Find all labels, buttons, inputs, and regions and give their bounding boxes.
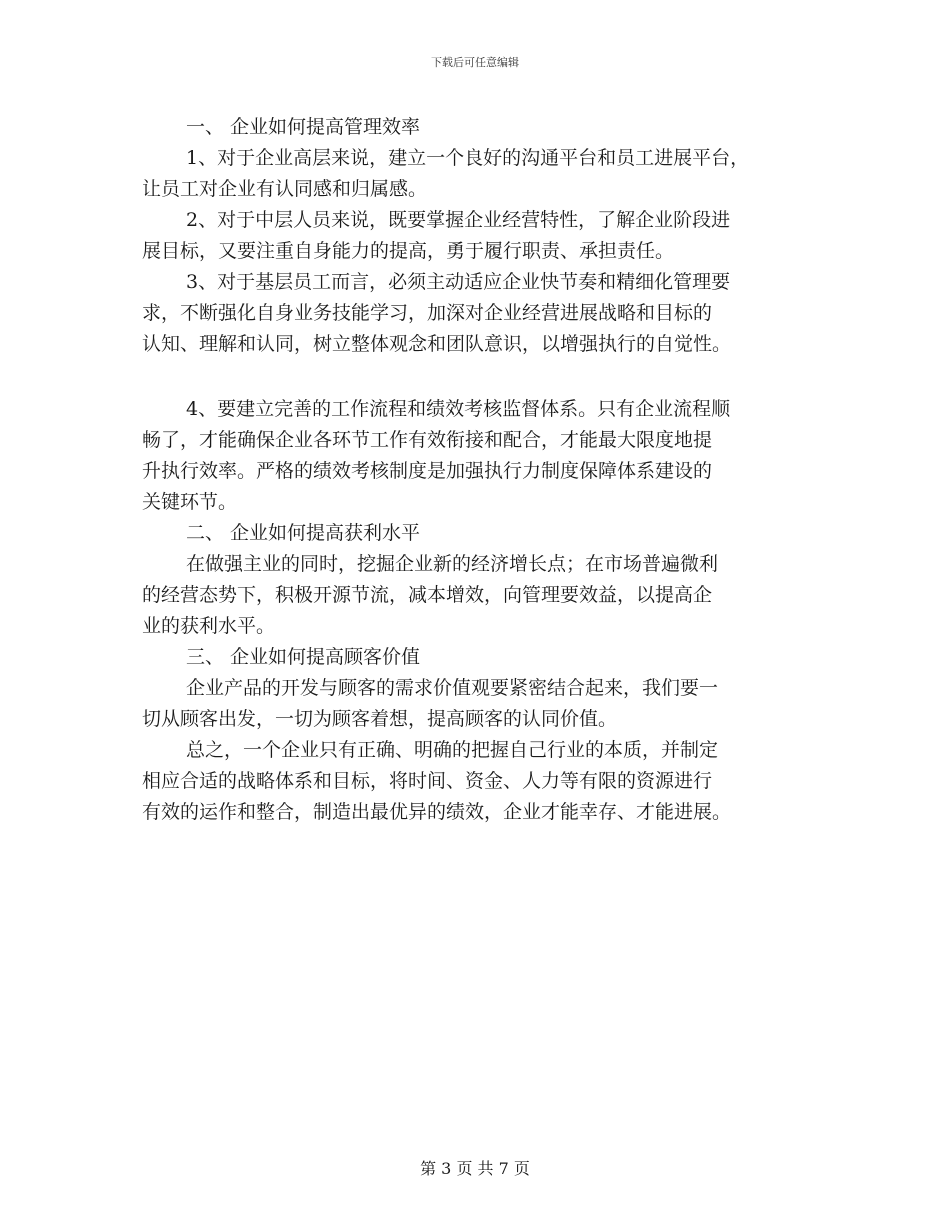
section-heading-1: 一、 企业如何提高管理效率 [186,116,421,138]
document-body [142,112,822,828]
paragraph-line: 2、对于中层人员来说，既要掌握企业经营特性，了解企业阶段进 [186,209,731,231]
page-header: 下载后可任意编辑 [431,56,519,69]
paragraph-line: 让员工对企业有认同感和归属感。 [142,178,428,200]
paragraph-line: 关键环节。 [142,491,238,513]
paragraph-line: 求，不断强化自身业务技能学习，加深对企业经营进展战略和目标的 [142,302,713,324]
paragraph-line: 业的获利水平。 [142,615,276,637]
paragraph-line: 企业产品的开发与顾客的需求价值观要紧密结合起来，我们要一 [186,677,719,699]
paragraph-line: 总之，一个企业只有正确、明确的把握自己行业的本质，并制定 [186,739,719,761]
section-heading-2: 二、 企业如何提高获利水平 [186,522,421,544]
paragraph-line: 4、要建立完善的工作流程和绩效考核监督体系。只有企业流程顺 [186,398,731,420]
paragraph-line: 相应合适的战略体系和目标，将时间、资金、人力等有限的资源进行 [142,770,713,792]
paragraph-line: 展目标，又要注重自身能力的提高，勇于履行职责、承担责任。 [142,240,675,262]
paragraph-line: 切从顾客出发，一切为顾客着想，提高顾客的认同价值。 [142,708,618,730]
paragraph-line: 升执行效率。严格的绩效考核制度是加强执行力制度保障体系建设的 [142,460,713,482]
page-number: 第 3 页 共 7 页 [420,1159,530,1178]
paragraph-line: 有效的运作和整合，制造出最优异的绩效，企业才能幸存、才能进展。 [142,801,732,823]
section-heading-3: 三、 企业如何提高顾客价值 [186,646,421,668]
paragraph-line: 在做强主业的同时，挖掘企业新的经济增长点；在市场普遍微利 [186,553,719,575]
paragraph-line: 认知、理解和认同，树立整体观念和团队意识，以增强执行的自觉性。 [142,333,732,355]
paragraph-line: 3、对于基层员工而言，必须主动适应企业快节奏和精细化管理要 [186,271,731,293]
paragraph-spacer [142,360,822,394]
paragraph-line: 1、对于企业高层来说，建立一个良好的沟通平台和员工进展平台， [186,147,750,169]
paragraph-line: 的经营态势下，积极开源节流，减本增效，向管理要效益，以提高企 [142,584,713,606]
paragraph-line: 畅了，才能确保企业各环节工作有效衔接和配合，才能最大限度地提 [142,429,713,451]
